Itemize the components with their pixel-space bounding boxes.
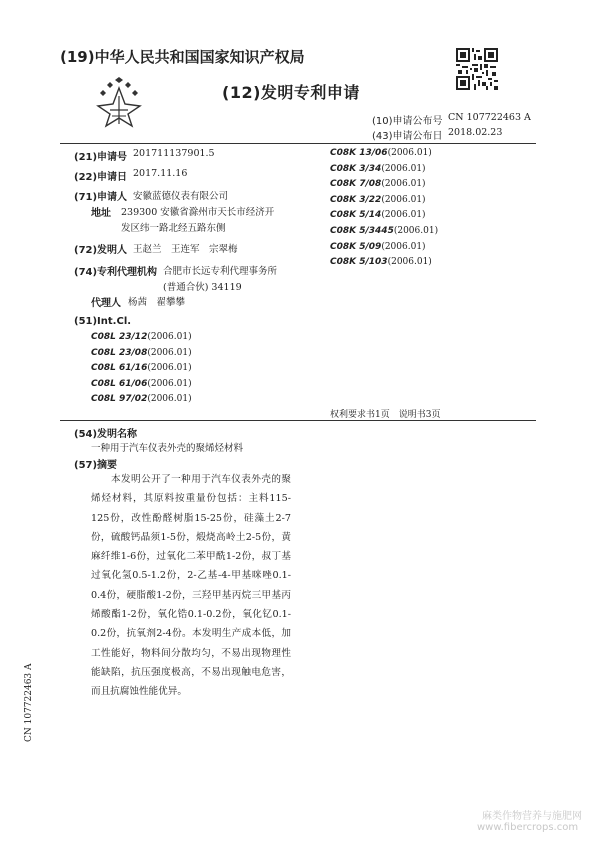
ipc-entry: C08K 3/34(2006.01) xyxy=(330,163,426,174)
ipc-entry: C08L 23/12(2006.01) xyxy=(91,332,192,342)
int-cl-left-list xyxy=(91,330,192,408)
invention-title-label: (54)发明名称 xyxy=(74,429,138,440)
agency-line-2: (普通合伙) 34119 xyxy=(163,282,242,293)
filing-date-label: (22)申请日 xyxy=(74,172,128,183)
agency-label: (74)专利代理机构 xyxy=(74,267,158,278)
abstract-text: 本发明公开了一种用于汽车仪表外壳的聚烯烃材料，其原料按重量份包括：主料115-125份，改性酚醛树脂15-25份，硅藻土2-7份，硫酸钙晶须1-5份，煅烧高岭土2-5份，黄麻纤维1-6份，过氧化二苯甲酰1-2份，叔丁基过氧化氢0.5-1.2份，2-乙基-4-甲基咪唑0.1-0.4份，硬脂酸1-2份，三羟甲基丙烷三甲基丙烯酸酯1-2份，氧化锆0.1-0.2份，氧化钇0.1-0.2份，抗氧剂2-4份。本发明生产成本低，加工性能好，物料间分散均匀，不易出现物理性能缺陷，抗压强度极高，不易出现触电危害，而且抗腐蚀性能优异。 xyxy=(91,474,291,698)
int-cl-right-list xyxy=(330,146,438,271)
body-divider xyxy=(60,420,536,421)
int-cl-label: (51)Int.Cl. xyxy=(74,316,132,327)
publication-date-label: (43)申请公布日 xyxy=(372,131,443,142)
ipc-entry: C08K 5/103(2006.01) xyxy=(330,257,432,268)
address-line-2: 发区纬一路北经五路东侧 xyxy=(121,223,226,234)
side-publication-number: CN 107722463 A xyxy=(24,663,34,742)
ipc-entry: C08L 23/08(2006.01) xyxy=(91,347,192,358)
ipc-entry: C08K 5/14(2006.01) xyxy=(330,210,426,221)
page-count-note: 权利要求书1页 说明书3页 xyxy=(330,410,441,420)
abstract-label: (57)摘要 xyxy=(74,460,118,471)
agency-line-1: 合肥市长远专利代理事务所 xyxy=(163,266,278,277)
ipc-entry: C08L 61/16(2006.01) xyxy=(91,363,192,373)
publication-number: CN 107722463 A xyxy=(448,112,531,123)
agents: 杨茜 翟攀攀 xyxy=(128,297,186,308)
publication-date: 2018.02.23 xyxy=(448,127,503,138)
filing-date: 2017.11.16 xyxy=(133,168,188,179)
ipc-entry: C08L 97/02(2006.01) xyxy=(91,394,192,404)
address-line-1: 239300 安徽省滁州市天长市经济开 xyxy=(121,207,275,218)
ipc-entry: C08K 7/08(2006.01) xyxy=(330,179,426,190)
ipc-entry: C08L 61/06(2006.01) xyxy=(91,378,192,389)
ipc-entry: C08K 3/22(2006.01) xyxy=(330,194,426,205)
applicant: 安徽蓝德仪表有限公司 xyxy=(133,191,229,202)
applicant-label: (71)申请人 xyxy=(74,192,128,203)
office-name: (19)中华人民共和国国家知识产权局 xyxy=(60,48,305,66)
inventor-label: (72)发明人 xyxy=(74,245,128,256)
inventors: 王赵兰 王连军 宗翠梅 xyxy=(133,244,238,255)
application-number-label: (21)申请号 xyxy=(74,152,128,163)
ipc-entry: C08K 13/06(2006.01) xyxy=(330,148,432,158)
ipc-entry: C08K 5/09(2006.01) xyxy=(330,241,426,252)
address-label: 地址 xyxy=(91,208,111,219)
ipc-entry: C08K 5/3445(2006.01) xyxy=(330,225,439,236)
agent-label: 代理人 xyxy=(91,298,121,309)
application-number: 201711137901.5 xyxy=(133,148,215,159)
invention-title: 一种用于汽车仪表外壳的聚烯烃材料 xyxy=(91,443,244,454)
cnipa-emblem-icon xyxy=(96,76,142,128)
document-type: (12)发明专利申请 xyxy=(222,83,360,102)
publication-number-label: (10)申请公布号 xyxy=(372,116,443,127)
watermark-line-2: www.fibercrops.com xyxy=(477,822,579,833)
watermark-line-1: 麻类作物营养与施肥网 xyxy=(482,811,582,822)
qr-code-icon xyxy=(456,48,498,90)
header-divider xyxy=(60,143,536,144)
